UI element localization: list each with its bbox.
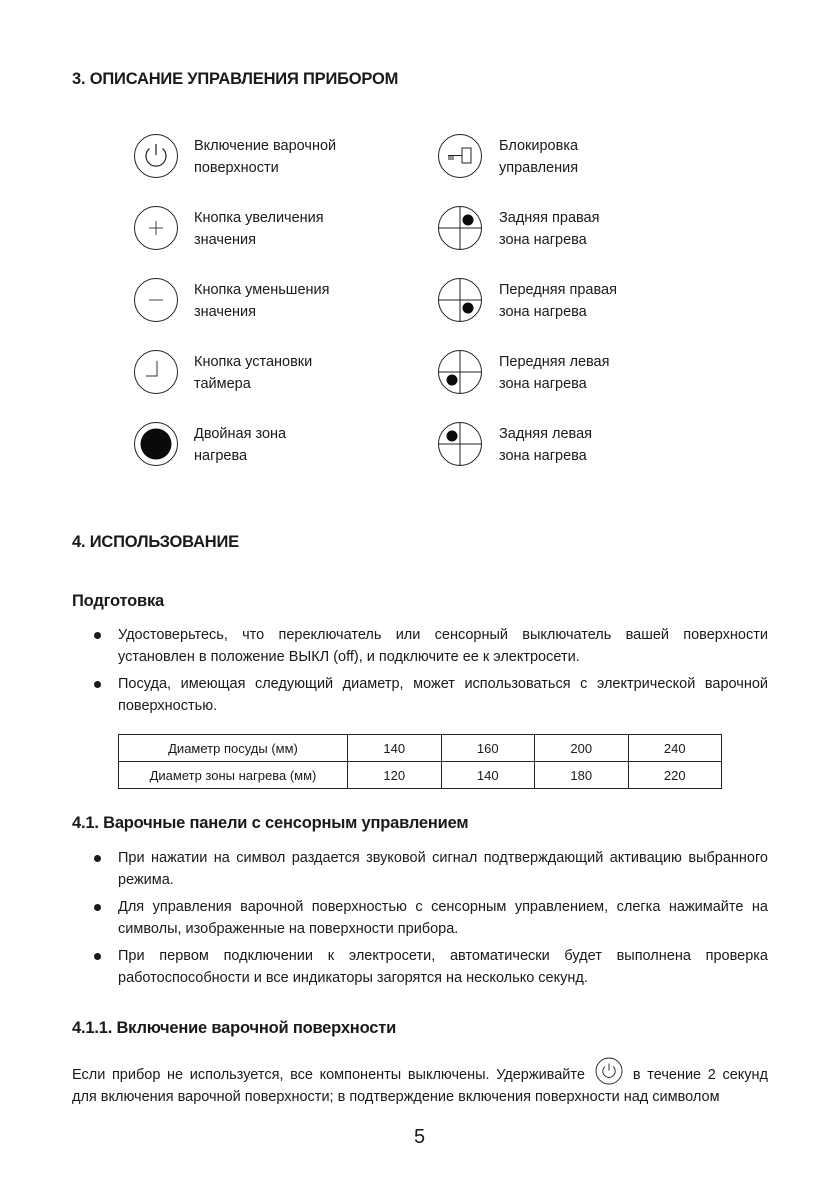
diameter-table bbox=[118, 734, 722, 789]
page-number: 5 bbox=[413, 1126, 426, 1148]
plus-icon bbox=[133, 205, 179, 251]
bullet-icon bbox=[94, 855, 101, 862]
table-row bbox=[119, 762, 722, 789]
table-cell: 120 bbox=[348, 762, 442, 789]
list-item: При первом подключении к электросети, автоматически будет выполнена проверка работоспособности и все индикаторы загорятся на несколько секунд. bbox=[94, 946, 768, 989]
table-cell: 140 bbox=[348, 735, 442, 762]
list-item: Удостоверьтесь, что переключатель или сенсорный выключатель вашей поверхности установлен в положение ВЫКЛ (off), и подключите ее к электросети. bbox=[94, 625, 768, 668]
rear-left-zone-icon bbox=[437, 421, 483, 467]
power-on-paragraph: Если прибор не используется, все компоненты выключены. Удерживайте в течение 2 секунд для включения варочной поверхности; в подтверждение включения поверхности над символом bbox=[72, 1057, 768, 1108]
control-label-front-right: Передняя правая зона нагрева bbox=[499, 282, 617, 320]
list-item: При нажатии на символ раздается звуковой сигнал подтверждающий активацию выбранного режима. bbox=[94, 848, 768, 891]
table-cell: 240 bbox=[628, 735, 722, 762]
table-cell: 200 bbox=[535, 735, 629, 762]
control-label-power: Включение варочной поверхности bbox=[194, 138, 337, 176]
table-cell: 220 bbox=[628, 762, 722, 789]
section-3-title: 3. ОПИСАНИЕ УПРАВЛЕНИЯ ПРИБОРОМ bbox=[72, 70, 399, 88]
table-cell: 140 bbox=[441, 762, 535, 789]
list-item: Для управления варочной поверхностью с сенсорным управлением, слегка нажимайте на символы, изображенные на поверхности прибора. bbox=[94, 897, 768, 940]
dual-zone-icon bbox=[133, 421, 179, 467]
control-label-minus: Кнопка уменьшения значения bbox=[194, 282, 330, 320]
timer-icon bbox=[133, 349, 179, 395]
power-icon bbox=[133, 133, 179, 179]
power-icon bbox=[595, 1057, 623, 1085]
table-cell: Диаметр зоны нагрева (мм) bbox=[119, 762, 348, 789]
bullet-icon bbox=[94, 681, 101, 688]
control-label-rear-left: Задняя левая зона нагрева bbox=[499, 426, 593, 464]
section-4-1-title: 4.1. Варочные панели с сенсорным управлением bbox=[72, 814, 469, 832]
minus-icon bbox=[133, 277, 179, 323]
preparation-title: Подготовка bbox=[72, 592, 165, 610]
control-label-lock: Блокировка управления bbox=[499, 138, 579, 176]
table-cell: 180 bbox=[535, 762, 629, 789]
bullet-icon bbox=[94, 904, 101, 911]
control-label-front-left: Передняя левая зона нагрева bbox=[499, 354, 610, 392]
control-label-timer: Кнопка установки таймера bbox=[194, 354, 313, 392]
key-lock-icon bbox=[437, 133, 483, 179]
front-right-zone-icon bbox=[437, 277, 483, 323]
control-label-rear-right: Задняя правая зона нагрева bbox=[499, 210, 600, 248]
rear-right-zone-icon bbox=[437, 205, 483, 251]
table-row bbox=[119, 735, 722, 762]
list-item: Посуда, имеющая следующий диаметр, может использоваться с электрической варочной поверхностью. bbox=[94, 674, 768, 717]
front-left-zone-icon bbox=[437, 349, 483, 395]
section-4-title: 4. ИСПОЛЬЗОВАНИЕ bbox=[72, 533, 239, 551]
control-label-plus: Кнопка увеличения значения bbox=[194, 210, 324, 248]
section-4-1-1-title: 4.1.1. Включение варочной поверхности bbox=[72, 1019, 397, 1037]
bullet-icon bbox=[94, 953, 101, 960]
bullet-icon bbox=[94, 632, 101, 639]
table-cell: Диаметр посуды (мм) bbox=[119, 735, 348, 762]
table-cell: 160 bbox=[441, 735, 535, 762]
preparation-list bbox=[94, 625, 768, 723]
control-label-dual-zone: Двойная зона нагрева bbox=[194, 426, 287, 464]
touch-control-list bbox=[94, 848, 768, 995]
